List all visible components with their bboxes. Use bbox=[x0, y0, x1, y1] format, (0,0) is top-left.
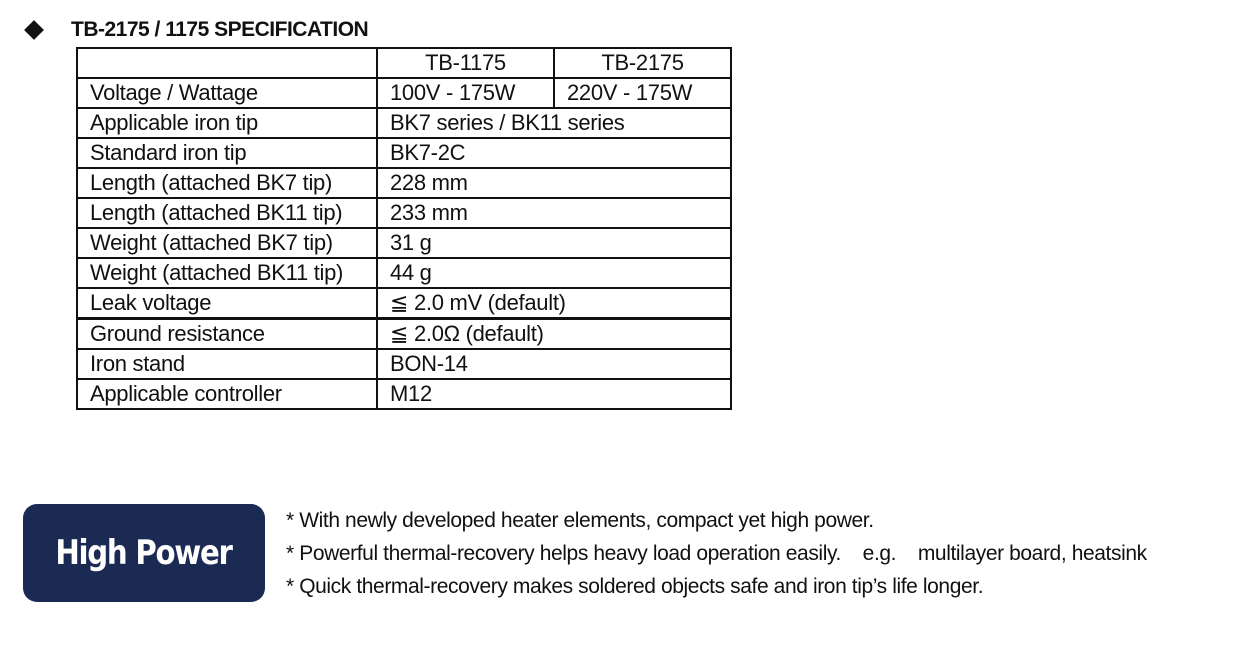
diamond-bullet-icon bbox=[24, 20, 44, 40]
row-value: M12 bbox=[377, 379, 731, 409]
row-label: Voltage / Wattage bbox=[77, 78, 377, 108]
table-row bbox=[77, 258, 731, 288]
row-value: ≦ 2.0 mV (default) bbox=[377, 288, 731, 319]
table-row bbox=[77, 228, 731, 258]
table-header-row bbox=[77, 48, 731, 78]
row-label: Leak voltage bbox=[77, 288, 377, 319]
table-row bbox=[77, 198, 731, 228]
feature-note: * With newly developed heater elements, compact yet high power. bbox=[286, 509, 874, 532]
table-row bbox=[77, 379, 731, 409]
row-value-tb1175: 100V - 175W bbox=[377, 78, 554, 108]
table-row bbox=[77, 138, 731, 168]
header-cell-tb2175: TB-2175 bbox=[554, 48, 731, 78]
header-cell-empty bbox=[77, 48, 377, 78]
row-value: BON-14 bbox=[377, 349, 731, 379]
feature-note: * Powerful thermal-recovery helps heavy load operation easily. e.g. multilayer board, heatsink bbox=[286, 542, 1147, 565]
row-value-tb2175: 220V - 175W bbox=[554, 78, 731, 108]
table-row bbox=[77, 288, 731, 319]
row-label: Iron stand bbox=[77, 349, 377, 379]
table-row bbox=[77, 349, 731, 379]
table-row bbox=[77, 168, 731, 198]
row-value: BK7-2C bbox=[377, 138, 731, 168]
high-power-badge bbox=[23, 504, 265, 602]
table-row bbox=[77, 319, 731, 350]
row-label: Weight (attached BK7 tip) bbox=[77, 228, 377, 258]
row-label: Applicable iron tip bbox=[77, 108, 377, 138]
row-value: 228 mm bbox=[377, 168, 731, 198]
row-label: Standard iron tip bbox=[77, 138, 377, 168]
specification-table bbox=[76, 47, 732, 410]
row-label: Ground resistance bbox=[77, 319, 377, 350]
row-value: 233 mm bbox=[377, 198, 731, 228]
row-value: 44 g bbox=[377, 258, 731, 288]
row-value: ≦ 2.0Ω (default) bbox=[377, 319, 731, 350]
row-value: 31 g bbox=[377, 228, 731, 258]
row-label: Weight (attached BK11 tip) bbox=[77, 258, 377, 288]
table-row bbox=[77, 108, 731, 138]
section-title: TB-2175 / 1175 SPECIFICATION bbox=[71, 18, 369, 41]
feature-notes bbox=[286, 504, 1186, 603]
badge-label: High Power bbox=[55, 533, 233, 573]
row-label: Applicable controller bbox=[77, 379, 377, 409]
table-row bbox=[77, 78, 731, 108]
feature-note: * Quick thermal-recovery makes soldered objects safe and iron tip’s life longer. bbox=[286, 575, 984, 598]
row-value: BK7 series / BK11 series bbox=[377, 108, 731, 138]
row-label: Length (attached BK11 tip) bbox=[77, 198, 377, 228]
row-label: Length (attached BK7 tip) bbox=[77, 168, 377, 198]
section-heading bbox=[24, 18, 368, 42]
header-cell-tb1175: TB-1175 bbox=[377, 48, 554, 78]
